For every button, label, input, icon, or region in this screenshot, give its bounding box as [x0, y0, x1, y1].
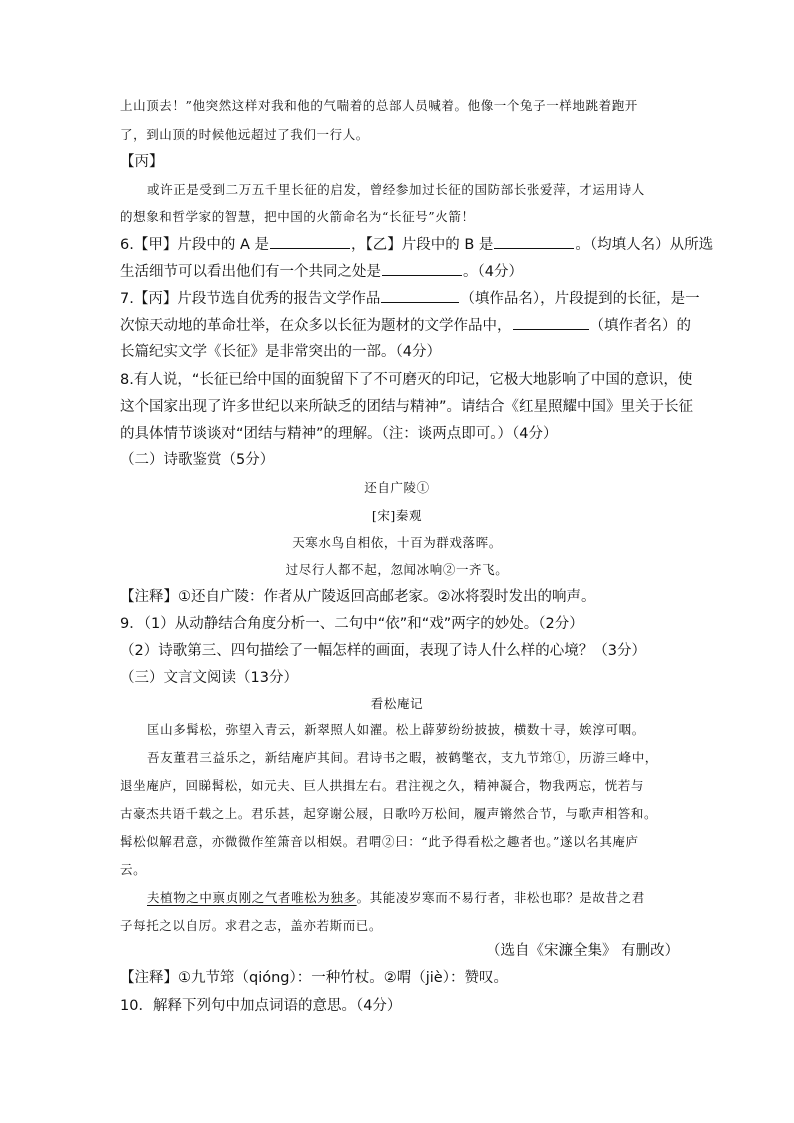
- q6-text-d: 生活细节可以看出他们有一个共同之处是: [120, 264, 381, 280]
- classical-section-heading: （三）文言文阅读（13分）: [120, 670, 298, 686]
- question-7-line-1: [120, 288, 700, 309]
- passage-yi-tail-line-2: 了，到山顶的时候他远超过了我们一行人。: [120, 127, 369, 142]
- passage-yi-tail-line-1: 上山顶去！”他突然这样对我和他的气喘着的总部人员喊着。他像一个兔子一样地跳着跑开: [120, 98, 638, 113]
- question-8-line-3: 的具体情节谈谈对“团结与精神”的理解。（注：谈两点即可。）（4分）: [120, 426, 558, 442]
- question-9-part-2: （2）诗歌第三、四句描绘了一幅怎样的画面，表现了诗人什么样的心境？（3分）: [120, 643, 646, 659]
- classical-p3-line-1-rest: 。其能凌岁寒而不易行者，非松也耶？是故昔之君: [356, 890, 645, 905]
- q6-text-a: 6.【甲】片段中的 A 是: [120, 237, 269, 253]
- question-10: 10．解释下列句中加点词语的意思。（4分）: [120, 998, 402, 1014]
- classical-p1-line-1: 匡山多髯松，弥望入青云，新翠照人如濯。松上薜萝纷纷披披，横数十寻，娭淳可咽。: [147, 722, 645, 737]
- classical-source: （选自《宋濂全集》 有删改）: [486, 943, 680, 959]
- q7-text-a: 7.【丙】片段节选自优秀的报告文学作品: [120, 291, 381, 307]
- poetry-section-heading: （二）诗歌鉴赏（5分）: [120, 452, 275, 468]
- classical-underlined-sentence: 夫植物之中禀贞刚之气者唯松为独多: [147, 890, 357, 905]
- poem-note: 【注释】①还自广陵：作者从广陵返回高邮老家。②冰将裂时发出的响声。: [120, 589, 596, 605]
- classical-p2-line-3: 古豪杰共语千载之上。君乐甚，起穿谢公屐，日歌吟万松间，履声锵然合节，与歌声相答和。: [120, 806, 658, 821]
- section-bing-line-2: 的想象和哲学家的智慧，把中国的火箭命名为“长征号”火箭！: [120, 209, 475, 224]
- q6-blank-a[interactable]: [270, 234, 350, 249]
- q6-text-b: ，【乙】片段中的 B 是: [350, 237, 494, 253]
- poem-line-2: 过尽行人都不起，忽闻冰响②一齐飞。: [285, 562, 509, 577]
- classical-p2-line-1: 吾友董君三益乐之，新结庵庐其间。君诗书之暇，被鹤氅衣，支九节筇①，历游三峰中，: [147, 750, 658, 765]
- q6-text-e: 。（4分）: [463, 264, 523, 280]
- classical-p3-line-2: 子每托之以自厉。求君之志，盖亦若斯而已。: [120, 918, 383, 933]
- q7-text-b: （填作品名），片段提到的长征，是一: [460, 291, 700, 307]
- classical-p3-line-1: [147, 888, 645, 908]
- poem-author: [宋]秦观: [371, 508, 423, 523]
- q6-text-c: 。（均填人名）从所选: [575, 237, 714, 253]
- q7-blank-work[interactable]: [381, 288, 459, 303]
- question-7-line-2: [120, 315, 691, 336]
- q7-blank-author[interactable]: [513, 315, 589, 330]
- classical-p2-line-2: 退坐庵庐，回睇髯松，如元夫、巨人拱揖左右。君注视之久，精神凝合，物我两忘，恍若与: [120, 778, 645, 793]
- question-7-line-3: 长篇纪实文学《长征》是非常突出的一部。（4分）: [120, 344, 441, 360]
- q6-blank-c[interactable]: [382, 261, 462, 276]
- q7-text-c: 次惊天动地的革命壮举，在众多以长征为题材的文学作品中，: [120, 318, 512, 334]
- q6-blank-b[interactable]: [494, 234, 574, 249]
- question-6-line-2: [120, 261, 523, 282]
- classical-p2-line-4: 髯松似解君意，亦微微作笙箫音以相娱。君喟②曰：“此予得看松之趣者也。”遂以名其庵庐: [120, 834, 639, 849]
- classical-p2-line-5: 云。: [120, 862, 147, 877]
- poem-line-1: 天寒水鸟自相依，十百为群戏落晖。: [292, 535, 502, 550]
- question-8-line-1: 8.有人说，“长征已给中国的面貌留下了不可磨灭的印记，它极大地影响了中国的意识，使: [120, 372, 693, 388]
- poem-title: 还自广陵①: [364, 480, 430, 495]
- section-bing-label: 【丙】: [120, 154, 164, 170]
- section-bing-line-1: 或许正是受到二万五千里长征的启发，曾经参加过长征的国防部长张爱萍，才运用诗人: [147, 182, 645, 197]
- question-6-line-1: [120, 234, 713, 255]
- classical-title: 看松庵记: [370, 696, 424, 711]
- classical-note: 【注释】①九节筇（qióng）：一种竹杖。②喟（jiè）：赞叹。: [120, 970, 508, 986]
- q7-text-d: （填作者名）的: [589, 318, 691, 334]
- question-9-part-1: 9．（1）从动静结合角度分析一、二句中“依”和“戏”两字的妙处。（2分）: [120, 616, 584, 632]
- question-8-line-2: 这个国家出现了许多世纪以来所缺乏的团结与精神”。请结合《红星照耀中国》里关于长征: [120, 399, 694, 415]
